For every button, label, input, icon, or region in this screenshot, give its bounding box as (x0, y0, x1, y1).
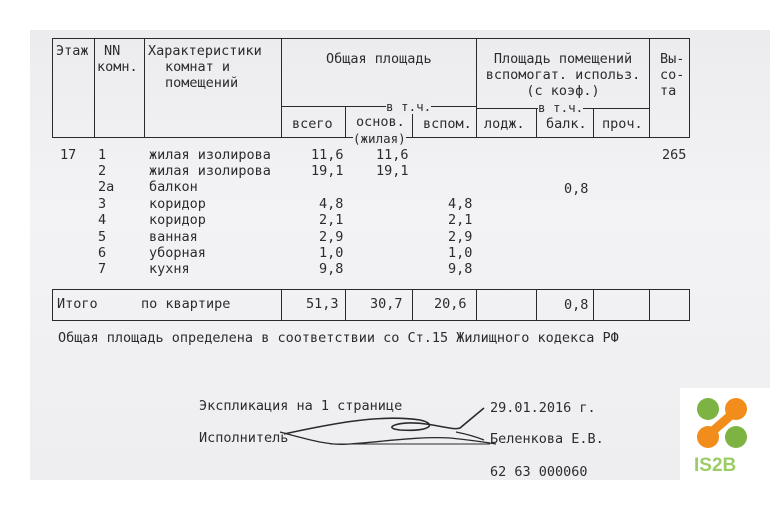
col-border (281, 38, 282, 138)
area-note: Общая площадь определена в соответствии со Ст.15 Жилищного кодекса РФ (58, 330, 619, 346)
col-border (52, 38, 53, 138)
row-total: 11,6 (311, 147, 344, 163)
col-border (144, 38, 145, 138)
totals-border (281, 289, 282, 321)
header-all: всего (292, 116, 333, 132)
explication-text: Экспликация на 1 странице (199, 398, 403, 414)
totals-sub: по квартире (141, 296, 231, 312)
header-aux-col: вспом. (423, 116, 472, 132)
row-total: 19,1 (311, 163, 344, 179)
col-border (689, 38, 690, 138)
totals-border (412, 289, 413, 321)
totals-aux: 20,6 (434, 296, 467, 312)
incl-line-left (345, 106, 383, 107)
row-total: 2,1 (319, 212, 344, 228)
row-main: 11,6 (376, 147, 409, 163)
executor-name: Беленкова Е.В. (490, 431, 604, 447)
row-num: 2а (98, 179, 115, 195)
totals-border (689, 289, 690, 321)
header-floor: Этаж (56, 43, 89, 59)
is2b-logo-icon (680, 388, 770, 482)
col-border (94, 38, 95, 138)
totals-border (536, 289, 537, 321)
header-incl: в т.ч. (386, 99, 432, 114)
col-border (345, 106, 346, 138)
row-aux: 9,8 (448, 261, 473, 277)
header-aux-area: Площадь помещений (493, 51, 633, 67)
row-num: 2 (98, 163, 107, 179)
document-date: 29.01.2016 г. (490, 400, 596, 416)
totals-border (593, 289, 594, 321)
document-code: 62 63 000060 (490, 464, 588, 480)
col-border (593, 108, 594, 138)
header-characteristics-2: комнат и (165, 59, 231, 75)
is2b-logo (680, 388, 770, 482)
incl-line-right (437, 106, 467, 107)
row-name: ванная (149, 229, 198, 245)
header-characteristics-3: помещений (165, 75, 239, 91)
row-aux: 2,9 (448, 229, 473, 245)
row-total: 4,8 (319, 196, 344, 212)
header-height-3: та (660, 83, 677, 99)
row-aux: 4,8 (448, 196, 473, 212)
header-total-area: Общая площадь (326, 51, 432, 67)
is2b-logo-text: IS2B (694, 455, 737, 476)
header-nn: NN (104, 43, 121, 59)
totals-balcony: 0,8 (564, 297, 589, 313)
row-main: 19,1 (376, 163, 409, 179)
header-incl-aux: в т.ч. (538, 100, 584, 115)
row-num: 5 (98, 229, 107, 245)
signature (270, 400, 510, 460)
header-top-border (52, 38, 689, 39)
header-aux-area-2: вспомогат. использ. (485, 67, 641, 83)
row-name: кухня (149, 261, 190, 277)
row-total: 1,0 (319, 245, 344, 261)
totals-border (52, 289, 53, 321)
totals-top-border (52, 289, 690, 290)
row-name: уборная (149, 245, 206, 261)
header-loggia: лодж. (484, 116, 525, 132)
row-aux: 1,0 (448, 245, 473, 261)
row-num: 7 (98, 261, 107, 277)
header-nn-rooms: комн. (97, 59, 138, 75)
executor-label: Исполнитель (199, 430, 289, 446)
row-num: 1 (98, 147, 107, 163)
row-num: 6 (98, 245, 107, 261)
totals-total: 51,3 (306, 296, 339, 312)
header-aux-area-3: (с коэф.) (526, 83, 600, 99)
col-border (649, 38, 650, 138)
header-height-2: со- (660, 67, 685, 83)
header-height: Вы- (660, 51, 685, 67)
row-name: жилая изолирова (149, 147, 271, 163)
header-balcony: балк. (546, 116, 587, 132)
row-total: 2,9 (319, 229, 344, 245)
totals-main: 30,7 (370, 296, 403, 312)
row-name: коридор (149, 212, 206, 228)
totals-bottom-border (52, 320, 690, 321)
header-characteristics: Характеристики (148, 43, 262, 59)
row-floor: 17 (60, 147, 77, 163)
row-total: 9,8 (319, 261, 344, 277)
row-name: жилая изолирова (149, 163, 271, 179)
col-border (536, 108, 537, 138)
header-main: основ. (356, 114, 405, 130)
header-other: проч. (602, 116, 643, 132)
row-height: 265 (662, 147, 687, 163)
totals-border (345, 289, 346, 321)
col-border (476, 38, 477, 138)
totals-border (476, 289, 477, 321)
row-name: балкон (149, 179, 198, 195)
row-aux: 2,1 (448, 212, 473, 228)
row-balcony: 0,8 (564, 181, 589, 197)
totals-label: Итого (57, 296, 98, 312)
row-name: коридор (149, 196, 206, 212)
totals-border (649, 289, 650, 321)
header-main-living: (жилая) (353, 131, 406, 146)
row-num: 3 (98, 196, 107, 212)
row-num: 4 (98, 212, 107, 228)
